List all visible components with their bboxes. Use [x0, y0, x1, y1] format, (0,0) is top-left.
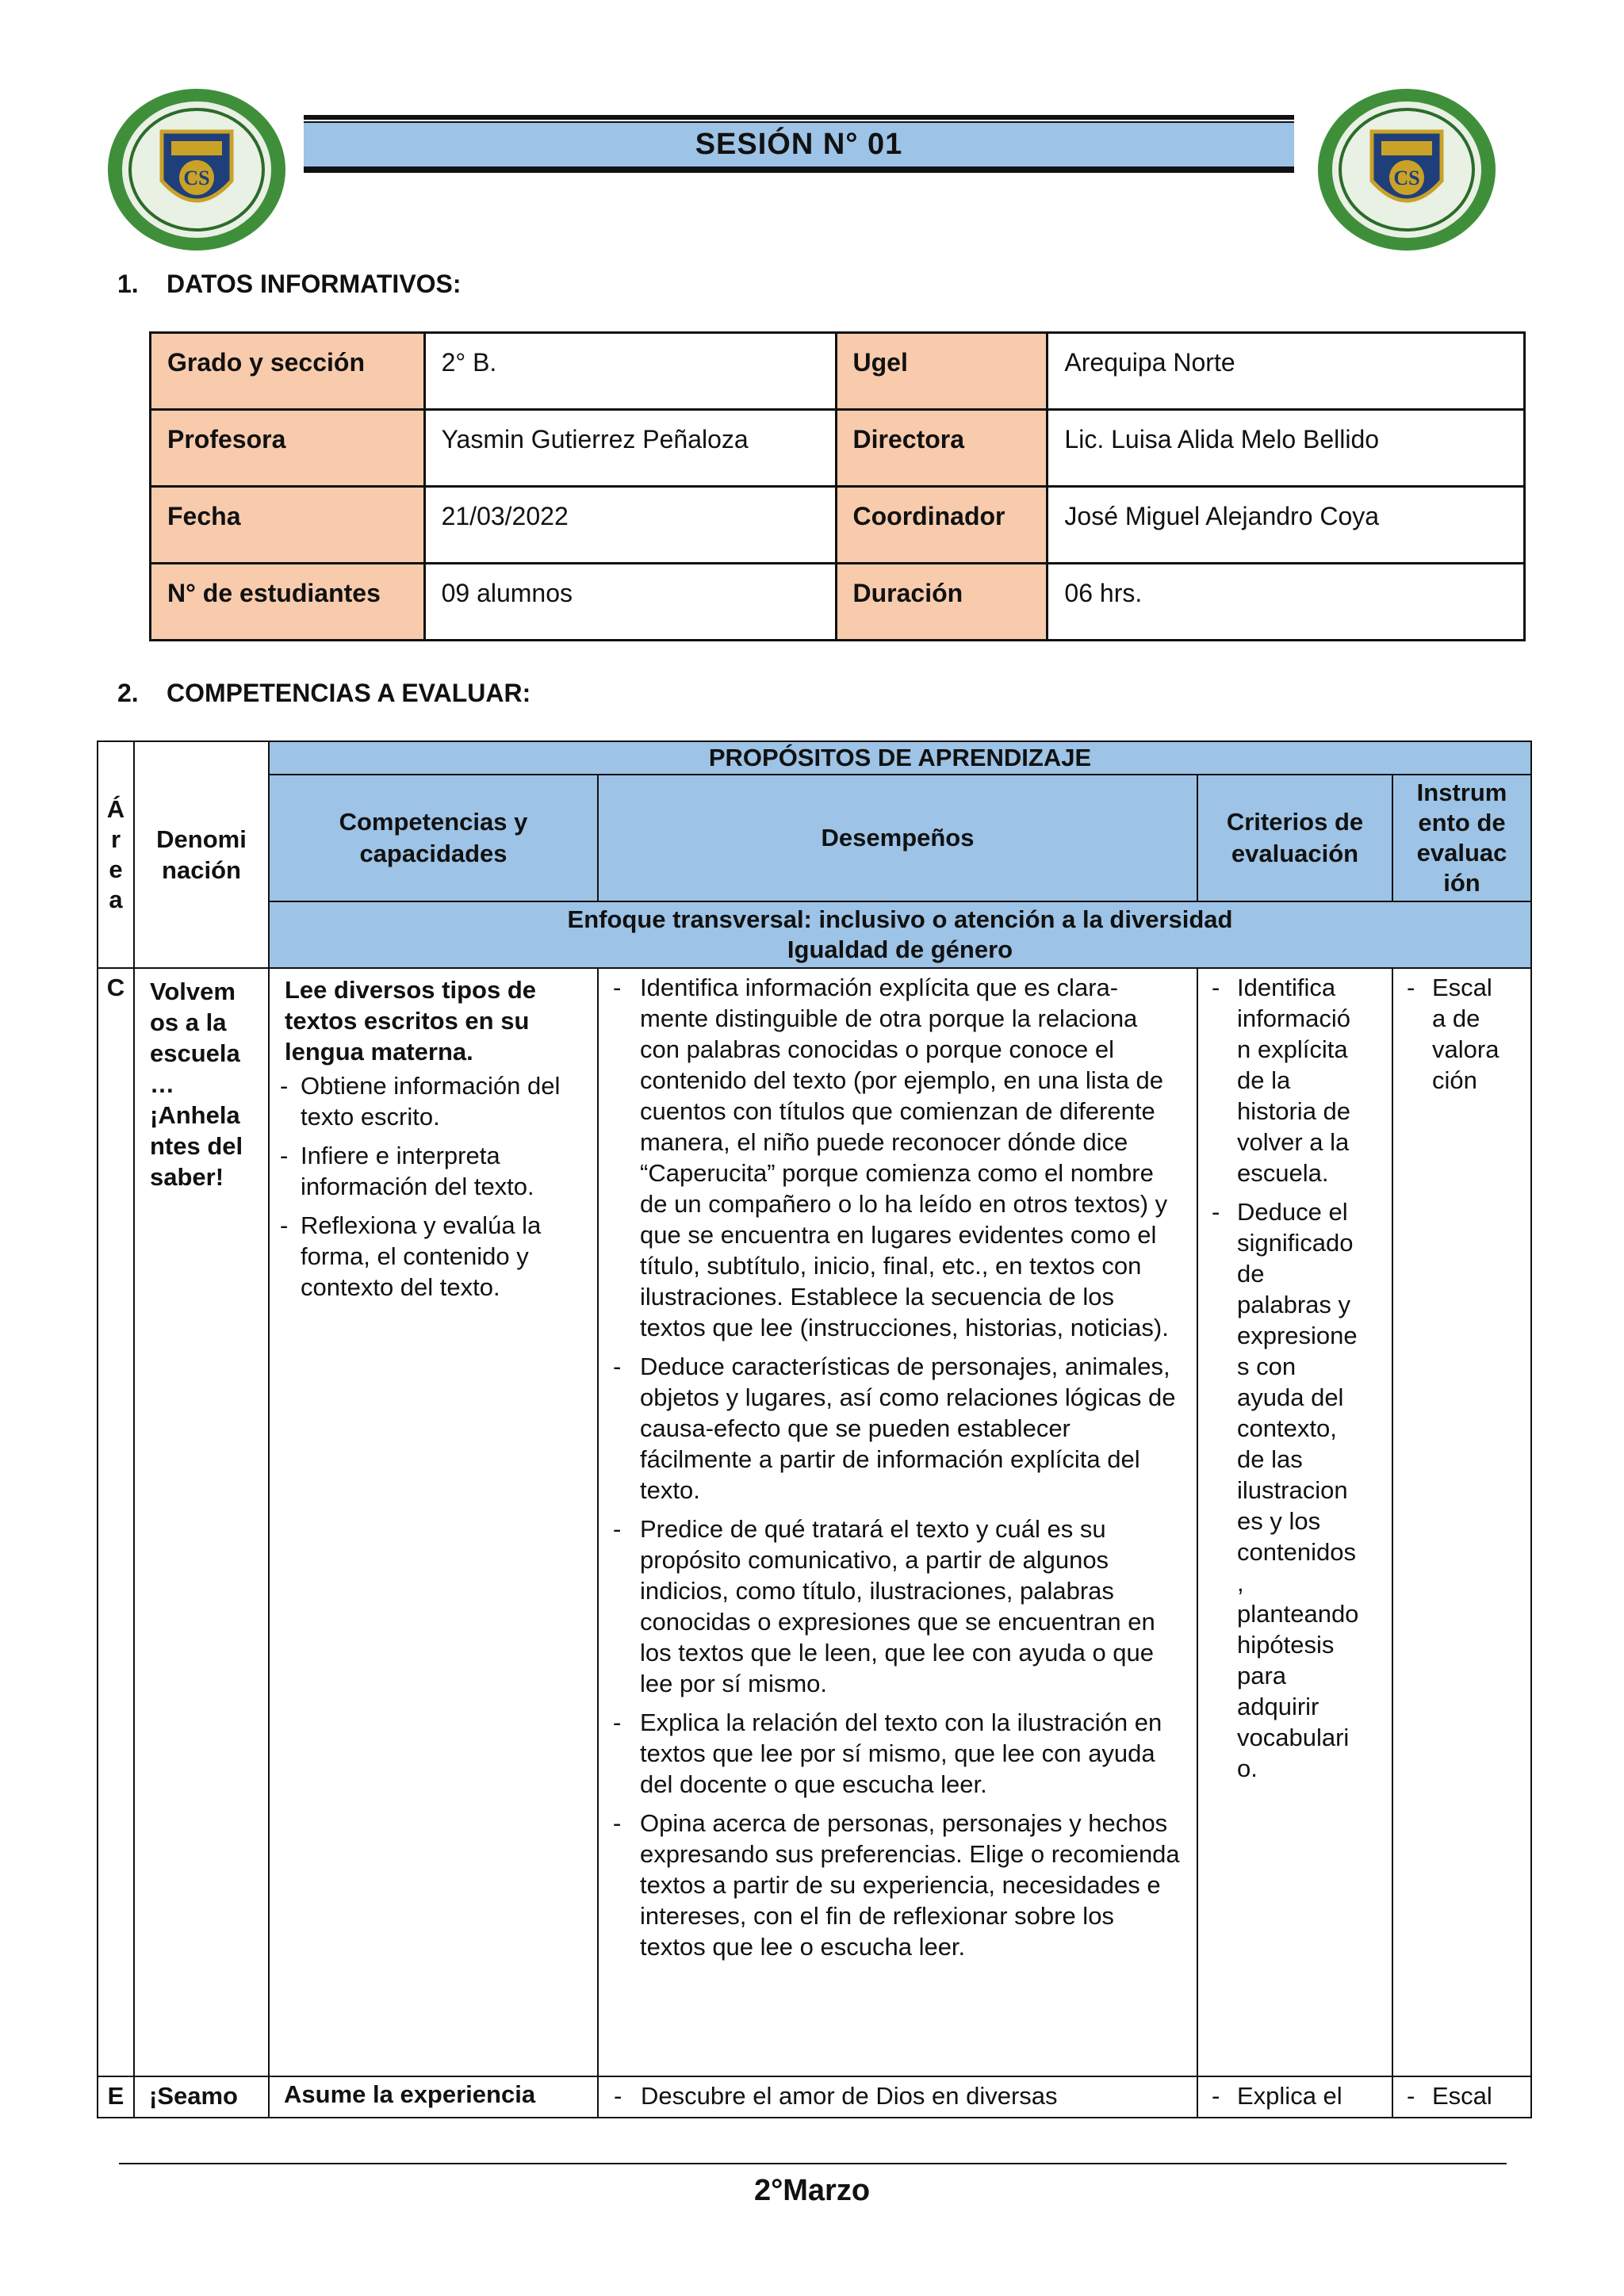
- desempenos-list: [599, 2080, 1196, 2111]
- info-value: Yasmin Gutierrez Peñaloza: [424, 410, 836, 487]
- section-heading-competencias: [117, 679, 530, 708]
- info-label: Directora: [836, 410, 1048, 487]
- desempenos-cell: [598, 2076, 1197, 2118]
- title-top-rule: [304, 115, 1294, 120]
- list-item: - Infiere e interpreta información del texto.: [270, 1140, 584, 1202]
- info-label: N° de estudiantes: [151, 564, 425, 641]
- section-label: DATOS INFORMATIVOS:: [167, 270, 462, 298]
- info-row: [151, 487, 1525, 564]
- list-item: - Deduce características de personajes, animales, objetos y lugares, así como relaciones lógicas de causa-efecto que se pueden establecer fácilmente a partir de información explícita del texto.: [599, 1351, 1182, 1506]
- school-crest-left-icon: [105, 86, 289, 254]
- list-item: - Escal: [1394, 2080, 1530, 2111]
- capacidades-list: [270, 1070, 596, 1303]
- page-title: [304, 121, 1294, 168]
- info-value: Arequipa Norte: [1048, 333, 1525, 410]
- table-row: [98, 968, 1531, 2076]
- footer-rule: [119, 2163, 1507, 2164]
- instrumento-cell: [1392, 968, 1531, 2076]
- info-label: Profesora: [151, 410, 425, 487]
- info-row: [151, 564, 1525, 641]
- section-number: 2.: [117, 679, 139, 707]
- list-item: - Deduce el significado de palabras y expresione s con ayuda del contexto, de las ilustracion es y los contenidos , planteando hipótesis para adquirir vocabulari o.: [1199, 1196, 1391, 1784]
- svg-text:CS: CS: [1393, 166, 1420, 189]
- section-heading-datos: [117, 270, 462, 299]
- info-value: 06 hrs.: [1048, 564, 1525, 641]
- desempenos-cell: [598, 968, 1197, 2076]
- title-bottom-rule: [304, 168, 1294, 173]
- section-number: 1.: [117, 270, 139, 298]
- table-header-row: [98, 775, 1531, 901]
- criterios-cell: [1197, 2076, 1392, 2118]
- list-item: - Obtiene información del texto escrito.: [270, 1070, 584, 1132]
- area-cell: C: [98, 968, 134, 2076]
- competencia-title: Asume la experiencia: [269, 2076, 598, 2118]
- area-cell: E: [98, 2076, 134, 2118]
- list-item: - Identifica informació n explícita de la historia de volver a la escuela.: [1199, 972, 1391, 1188]
- table-row: [98, 2076, 1531, 2118]
- enfoque-transversal: Enfoque transversal: inclusivo o atención a la diversidad Igualdad de género: [269, 901, 1531, 968]
- footer-text: 2°Marzo: [753, 2174, 871, 2207]
- competencia-title: Lee diversos tipos de textos escritos en su lengua materna.: [285, 976, 536, 1066]
- denominacion-cell: [134, 968, 269, 2076]
- propositos-header: PROPÓSITOS DE APRENDIZAJE: [269, 741, 1531, 775]
- info-label: Ugel: [836, 333, 1048, 410]
- section-label: COMPETENCIAS A EVALUAR:: [167, 679, 531, 707]
- info-value: José Miguel Alejandro Coya: [1048, 487, 1525, 564]
- desempenos-header: Desempeños: [598, 775, 1197, 901]
- competencies-table: [97, 740, 1532, 2118]
- info-row: [151, 333, 1525, 410]
- instrumento-header: Instrum ento de evaluac ión: [1392, 775, 1531, 901]
- competencias-header: Competencias y capacidades: [269, 775, 598, 901]
- area-header-cell: [98, 741, 134, 968]
- denominacion-cell: ¡Seamo: [134, 2076, 269, 2118]
- info-value: 21/03/2022: [424, 487, 836, 564]
- info-value: 2° B.: [424, 333, 836, 410]
- denominacion-text: Volvem os a la escuela … ¡Anhela ntes del saber!: [150, 978, 243, 1191]
- enfoque-row: [98, 901, 1531, 968]
- table-header-row: [98, 741, 1531, 775]
- info-value: 09 alumnos: [424, 564, 836, 641]
- info-label: Coordinador: [836, 487, 1048, 564]
- list-item: - Opina acerca de personas, personajes y hechos expresando sus preferencias. Elige o recomienda textos a partir de su experiencia, necesidades e intereses, con el fin de reflexionar sobre los textos que lee o escucha leer.: [599, 1808, 1182, 1962]
- denominacion-header: Denomi nación: [134, 741, 269, 968]
- criterios-list: [1199, 972, 1391, 1784]
- instrumento-cell: [1392, 2076, 1531, 2118]
- info-label: Grado y sección: [151, 333, 425, 410]
- info-row: [151, 410, 1525, 487]
- list-item: - Descubre el amor de Dios en diversas: [599, 2080, 1196, 2111]
- desempenos-list: [599, 972, 1182, 1962]
- svg-text:CS: CS: [183, 166, 210, 189]
- info-label: Fecha: [151, 487, 425, 564]
- list-item: - Explica el: [1199, 2080, 1391, 2111]
- info-value: Lic. Luisa Alida Melo Bellido: [1048, 410, 1525, 487]
- list-item: - Escal a de valora ción: [1394, 972, 1530, 1096]
- criterios-header: Criterios de evaluación: [1197, 775, 1392, 901]
- criterios-cell: [1197, 968, 1392, 2076]
- info-table: [149, 331, 1526, 641]
- list-item: - Predice de qué tratará el texto y cuál es su propósito comunicativo, a partir de algunos indicios, como título, ilustraciones, palabras conocidas o expresiones que se encuentran en los textos que le leen, que lee con ayuda o que lee por sí mismo.: [599, 1513, 1182, 1699]
- school-crest-right-icon: [1315, 86, 1499, 254]
- list-item: - Identifica información explícita que es clara-mente distinguible de otra porque la relaciona con palabras conocidas o porque conoce el contenido del texto (por ejemplo, en una lista de cuentos con títulos que comienzan de diferente manera, el niño puede reconocer dónde dice “Caperucita” porque comienza como el nombre de un compañero o lo ha leído en otros textos) y que se encuentra en lugares evidentes como el título, subtítulo, inicio, final, etc., en textos con ilustraciones. Establece la secuencia de los textos que lee (instrucciones, historias, noticias).: [599, 972, 1182, 1343]
- list-item: - Reflexiona y evalúa la forma, el contenido y contexto del texto.: [270, 1210, 584, 1303]
- area-header: Á r e a: [106, 795, 125, 913]
- list-item: - Explica la relación del texto con la ilustración en textos que lee por sí mismo, que lee con ayuda del docente o que escucha leer.: [599, 1707, 1182, 1800]
- competencia-cell: [269, 968, 598, 2076]
- instrumento-list: [1394, 2080, 1530, 2111]
- page-title-text: SESIÓN N° 01: [695, 128, 903, 161]
- instrumento-list: [1394, 972, 1530, 1096]
- info-label: Duración: [836, 564, 1048, 641]
- criterios-list: [1199, 2080, 1391, 2111]
